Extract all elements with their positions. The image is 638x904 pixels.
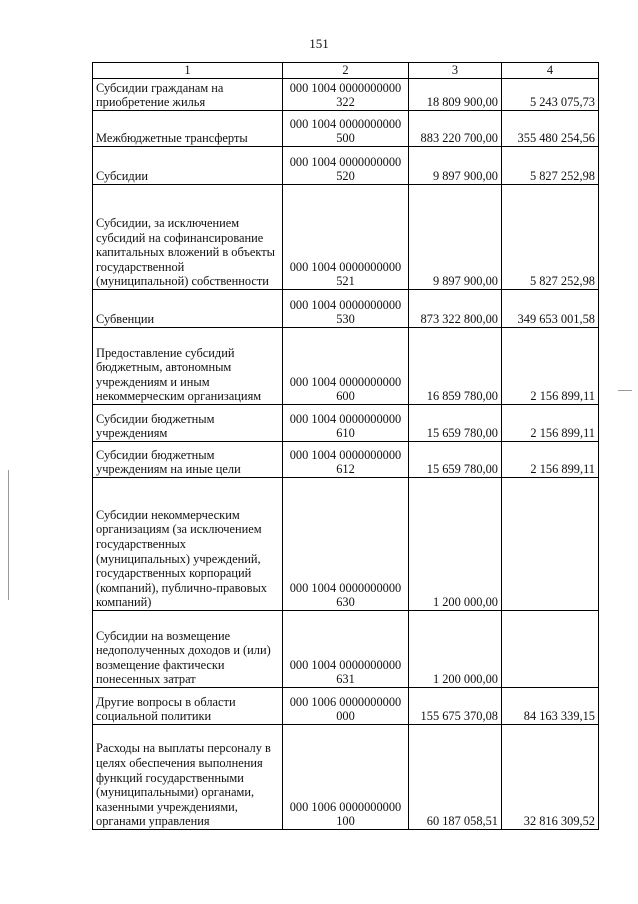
row-code: 000 1006 0000000000 100 bbox=[283, 725, 409, 830]
row-name: Субвенции bbox=[93, 290, 283, 328]
row-value-col3: 18 809 900,00 bbox=[409, 79, 502, 111]
row-name: Предоставление субсидий бюджетным, автономным учреждениям и иным некоммерческим организациям bbox=[93, 328, 283, 405]
row-name: Субсидии бюджетным учреждениям bbox=[93, 405, 283, 442]
row-code: 000 1004 0000000000 600 bbox=[283, 328, 409, 405]
table-row bbox=[93, 405, 599, 442]
row-value-col4: 2 156 899,11 bbox=[502, 328, 599, 405]
column-header: 2 bbox=[283, 63, 409, 79]
scan-artifact bbox=[8, 470, 9, 600]
row-value-col4: 2 156 899,11 bbox=[502, 405, 599, 442]
row-value-col4: 349 653 001,58 bbox=[502, 290, 599, 328]
table-row bbox=[93, 478, 599, 611]
row-name: Субсидии, за исключением субсидий на софинансирование капитальных вложений в объекты государственной (муниципальной) собственности bbox=[93, 185, 283, 290]
row-name: Субсидии гражданам на приобретение жилья bbox=[93, 79, 283, 111]
row-code: 000 1004 0000000000 631 bbox=[283, 611, 409, 688]
row-name: Субсидии bbox=[93, 147, 283, 185]
row-value-col3: 883 220 700,00 bbox=[409, 111, 502, 147]
row-value-col4: 5 243 075,73 bbox=[502, 79, 599, 111]
row-value-col3: 1 200 000,00 bbox=[409, 478, 502, 611]
row-value-col4: 355 480 254,56 bbox=[502, 111, 599, 147]
row-value-col4: 32 816 309,52 bbox=[502, 725, 599, 830]
table-row bbox=[93, 688, 599, 725]
table-row bbox=[93, 290, 599, 328]
row-code: 000 1004 0000000000 610 bbox=[283, 405, 409, 442]
row-value-col4: 2 156 899,11 bbox=[502, 442, 599, 478]
table-row bbox=[93, 111, 599, 147]
row-value-col4: 84 163 339,15 bbox=[502, 688, 599, 725]
table-row bbox=[93, 147, 599, 185]
row-value-col3: 9 897 900,00 bbox=[409, 147, 502, 185]
row-name: Субсидии на возмещение недополученных доходов и (или) возмещение фактически понесенных затрат bbox=[93, 611, 283, 688]
table-row bbox=[93, 185, 599, 290]
budget-table bbox=[92, 62, 599, 830]
scan-artifact bbox=[618, 390, 632, 391]
row-code: 000 1004 0000000000 630 bbox=[283, 478, 409, 611]
column-header: 4 bbox=[502, 63, 599, 79]
row-value-col3: 9 897 900,00 bbox=[409, 185, 502, 290]
row-name: Расходы на выплаты персоналу в целях обеспечения выполнения функций государственными (муниципальными) органами, казенными учреждениями, органами управления bbox=[93, 725, 283, 830]
row-value-col3: 873 322 800,00 bbox=[409, 290, 502, 328]
column-header: 1 bbox=[93, 63, 283, 79]
row-value-col4 bbox=[502, 611, 599, 688]
row-value-col3: 1 200 000,00 bbox=[409, 611, 502, 688]
row-name: Другие вопросы в области социальной политики bbox=[93, 688, 283, 725]
table-row bbox=[93, 725, 599, 830]
row-value-col3: 16 859 780,00 bbox=[409, 328, 502, 405]
table-row bbox=[93, 328, 599, 405]
row-name: Субсидии некоммерческим организациям (за исключением государственных (муниципальных) учреждений, государственных корпораций (компаний), публично-правовых компаний) bbox=[93, 478, 283, 611]
table-row bbox=[93, 79, 599, 111]
row-value-col3: 60 187 058,51 bbox=[409, 725, 502, 830]
row-value-col4 bbox=[502, 478, 599, 611]
row-code: 000 1004 0000000000 612 bbox=[283, 442, 409, 478]
row-value-col4: 5 827 252,98 bbox=[502, 185, 599, 290]
row-value-col4: 5 827 252,98 bbox=[502, 147, 599, 185]
row-name: Межбюджетные трансферты bbox=[93, 111, 283, 147]
table-row bbox=[93, 611, 599, 688]
row-value-col3: 155 675 370,08 bbox=[409, 688, 502, 725]
row-name: Субсидии бюджетным учреждениям на иные цели bbox=[93, 442, 283, 478]
row-value-col3: 15 659 780,00 bbox=[409, 405, 502, 442]
table-header-row bbox=[93, 63, 599, 79]
row-code: 000 1004 0000000000 530 bbox=[283, 290, 409, 328]
row-code: 000 1004 0000000000 322 bbox=[283, 79, 409, 111]
row-value-col3: 15 659 780,00 bbox=[409, 442, 502, 478]
row-code: 000 1004 0000000000 520 bbox=[283, 147, 409, 185]
page-number: 151 bbox=[309, 36, 329, 51]
row-code: 000 1004 0000000000 500 bbox=[283, 111, 409, 147]
row-code: 000 1006 0000000000 000 bbox=[283, 688, 409, 725]
row-code: 000 1004 0000000000 521 bbox=[283, 185, 409, 290]
column-header: 3 bbox=[409, 63, 502, 79]
table-row bbox=[93, 442, 599, 478]
